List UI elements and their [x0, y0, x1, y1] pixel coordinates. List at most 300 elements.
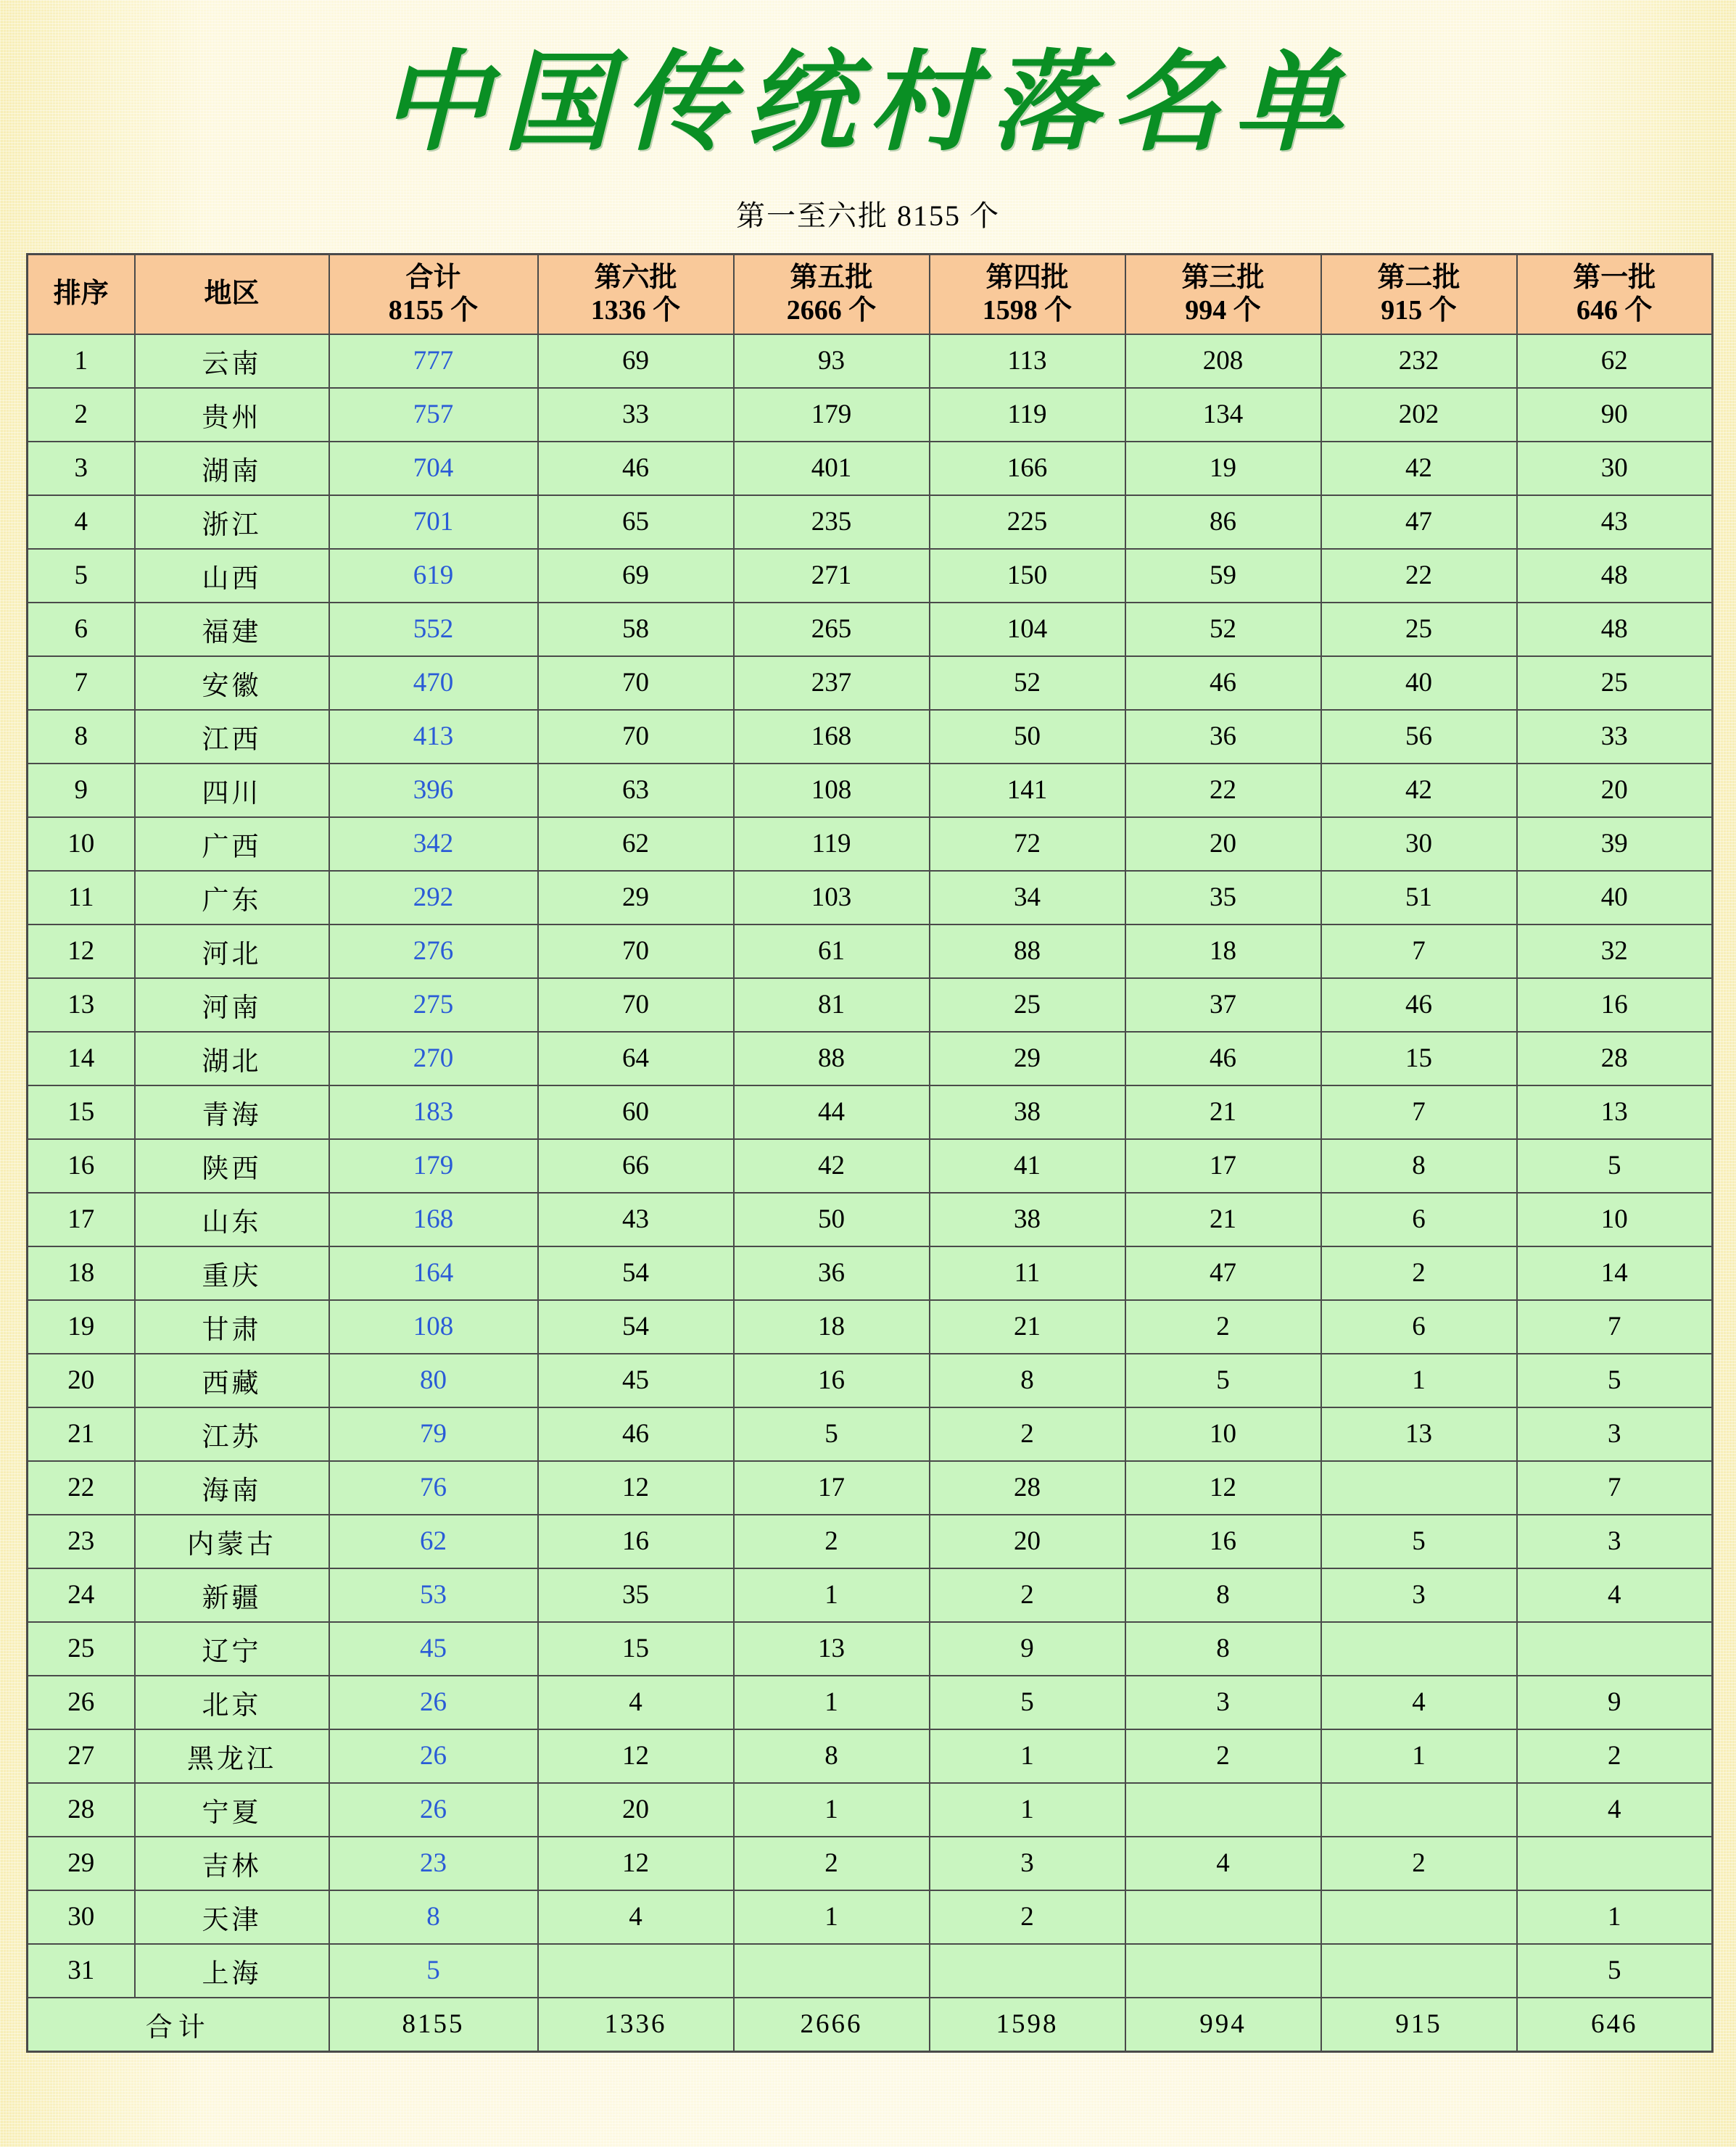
cell-batch3: 2 [1125, 1729, 1321, 1783]
cell-batch3: 8 [1125, 1568, 1321, 1622]
cell-batch2: 7 [1321, 924, 1517, 978]
column-header-batch2-line2: 915 个 [1381, 294, 1457, 326]
cell-batch6: 54 [538, 1300, 734, 1354]
cell-batch6: 12 [538, 1461, 734, 1515]
cell-batch3 [1125, 1944, 1321, 1998]
cell-total: 26 [329, 1729, 538, 1783]
cell-region: 北京 [135, 1676, 329, 1729]
cell-batch1: 30 [1517, 442, 1713, 495]
cell-batch2: 51 [1321, 871, 1517, 924]
cell-total: 276 [329, 924, 538, 978]
cell-batch6: 70 [538, 710, 734, 764]
table-row [28, 1193, 1713, 1246]
cell-rank: 11 [28, 871, 135, 924]
cell-batch2: 22 [1321, 549, 1517, 603]
cell-total: 470 [329, 656, 538, 710]
cell-batch4: 38 [930, 1193, 1125, 1246]
cell-batch6: 60 [538, 1085, 734, 1139]
cell-batch3 [1125, 1890, 1321, 1944]
cell-batch6: 63 [538, 764, 734, 817]
cell-batch4: 141 [930, 764, 1125, 817]
cell-batch1: 90 [1517, 388, 1713, 442]
cell-batch5: 1 [734, 1676, 930, 1729]
cell-region: 宁夏 [135, 1783, 329, 1837]
cell-rank: 8 [28, 710, 135, 764]
column-header-batch1-line2: 646 个 [1576, 294, 1653, 326]
cell-total: 26 [329, 1676, 538, 1729]
column-header-rank-line1: 排序 [53, 278, 109, 310]
cell-batch2 [1321, 1783, 1517, 1837]
cell-batch5: 103 [734, 871, 930, 924]
column-header-total [329, 254, 538, 334]
cell-batch5: 81 [734, 978, 930, 1032]
cell-batch4: 72 [930, 817, 1125, 871]
page-subtitle: 第一至六批 8155 个 [736, 199, 1000, 232]
cell-region: 河南 [135, 978, 329, 1032]
cell-batch3: 17 [1125, 1139, 1321, 1193]
cell-total: 701 [329, 495, 538, 549]
cell-batch5: 119 [734, 817, 930, 871]
cell-batch5: 1 [734, 1568, 930, 1622]
cell-batch3: 12 [1125, 1461, 1321, 1515]
table-row [28, 495, 1713, 549]
cell-total: 23 [329, 1837, 538, 1890]
table-row [28, 1944, 1713, 1998]
cell-batch5: 61 [734, 924, 930, 978]
cell-batch3: 59 [1125, 549, 1321, 603]
table-row [28, 442, 1713, 495]
cell-total: 76 [329, 1461, 538, 1515]
cell-batch2: 47 [1321, 495, 1517, 549]
cell-region: 重庆 [135, 1246, 329, 1300]
cell-batch3: 46 [1125, 1032, 1321, 1085]
footer-label: 合计 [28, 1998, 329, 2052]
cell-batch2: 40 [1321, 656, 1517, 710]
cell-region: 广西 [135, 817, 329, 871]
footer-batch6: 1336 [538, 1998, 734, 2052]
table-body [28, 334, 1713, 1998]
footer-batch4: 1598 [930, 1998, 1125, 2052]
cell-batch1: 16 [1517, 978, 1713, 1032]
cell-batch4: 34 [930, 871, 1125, 924]
cell-batch4: 113 [930, 334, 1125, 388]
column-header-batch6-line1: 第六批 [594, 262, 677, 293]
column-header-batch3-line1: 第三批 [1181, 262, 1265, 293]
cell-batch6: 20 [538, 1783, 734, 1837]
cell-batch4: 5 [930, 1676, 1125, 1729]
table-footer-row [28, 1998, 1713, 2052]
cell-batch6: 70 [538, 924, 734, 978]
cell-batch6: 64 [538, 1032, 734, 1085]
cell-batch3: 4 [1125, 1837, 1321, 1890]
cell-region: 西藏 [135, 1354, 329, 1407]
cell-batch6: 66 [538, 1139, 734, 1193]
cell-batch6: 69 [538, 549, 734, 603]
cell-rank: 7 [28, 656, 135, 710]
table-row [28, 549, 1713, 603]
cell-batch5: 1 [734, 1890, 930, 1944]
cell-batch1: 4 [1517, 1568, 1713, 1622]
cell-batch2: 232 [1321, 334, 1517, 388]
column-header-batch4-line2: 1598 个 [982, 294, 1072, 326]
cell-total: 777 [329, 334, 538, 388]
cell-batch4: 1 [930, 1729, 1125, 1783]
cell-region: 吉林 [135, 1837, 329, 1890]
column-header-batch6-line2: 1336 个 [590, 294, 681, 326]
cell-batch5: 401 [734, 442, 930, 495]
cell-rank: 23 [28, 1515, 135, 1568]
cell-batch5: 265 [734, 603, 930, 656]
cell-batch1: 32 [1517, 924, 1713, 978]
cell-rank: 27 [28, 1729, 135, 1783]
cell-batch1 [1517, 1837, 1713, 1890]
cell-batch6: 70 [538, 656, 734, 710]
cell-batch3: 36 [1125, 710, 1321, 764]
cell-batch4: 1 [930, 1783, 1125, 1837]
cell-total: 179 [329, 1139, 538, 1193]
footer-batch1: 646 [1517, 1998, 1713, 2052]
column-header-batch5 [734, 254, 930, 334]
cell-rank: 6 [28, 603, 135, 656]
cell-batch5: 1 [734, 1783, 930, 1837]
cell-batch3: 46 [1125, 656, 1321, 710]
cell-batch2: 1 [1321, 1729, 1517, 1783]
cell-batch1: 1 [1517, 1890, 1713, 1944]
cell-batch6: 29 [538, 871, 734, 924]
cell-rank: 18 [28, 1246, 135, 1300]
cell-region: 黑龙江 [135, 1729, 329, 1783]
table-row [28, 924, 1713, 978]
cell-batch1: 13 [1517, 1085, 1713, 1139]
table-row [28, 710, 1713, 764]
cell-batch1: 5 [1517, 1139, 1713, 1193]
cell-batch2: 46 [1321, 978, 1517, 1032]
cell-batch2: 8 [1321, 1139, 1517, 1193]
cell-batch3: 5 [1125, 1354, 1321, 1407]
column-header-batch5-line2: 2666 个 [786, 294, 877, 326]
cell-batch5: 44 [734, 1085, 930, 1139]
cell-batch5: 16 [734, 1354, 930, 1407]
cell-batch2 [1321, 1890, 1517, 1944]
cell-batch2: 15 [1321, 1032, 1517, 1085]
cell-rank: 29 [28, 1837, 135, 1890]
cell-rank: 14 [28, 1032, 135, 1085]
column-header-batch3 [1125, 254, 1321, 334]
cell-batch4: 2 [930, 1568, 1125, 1622]
cell-batch2 [1321, 1622, 1517, 1676]
cell-batch3: 21 [1125, 1085, 1321, 1139]
column-header-batch2-line1: 第二批 [1377, 262, 1460, 293]
cell-batch3: 208 [1125, 334, 1321, 388]
cell-batch3: 10 [1125, 1407, 1321, 1461]
cell-batch1: 48 [1517, 603, 1713, 656]
cell-rank: 10 [28, 817, 135, 871]
table-header-row [28, 254, 1713, 334]
cell-batch3: 19 [1125, 442, 1321, 495]
table-row [28, 656, 1713, 710]
cell-batch1: 33 [1517, 710, 1713, 764]
cell-batch6: 12 [538, 1729, 734, 1783]
cell-rank: 4 [28, 495, 135, 549]
cell-batch6: 4 [538, 1676, 734, 1729]
cell-region: 贵州 [135, 388, 329, 442]
cell-batch2 [1321, 1461, 1517, 1515]
cell-batch2: 30 [1321, 817, 1517, 871]
cell-total: 704 [329, 442, 538, 495]
cell-region: 天津 [135, 1890, 329, 1944]
cell-total: 619 [329, 549, 538, 603]
cell-batch4: 38 [930, 1085, 1125, 1139]
table-row [28, 1729, 1713, 1783]
cell-batch5: 50 [734, 1193, 930, 1246]
cell-batch5: 88 [734, 1032, 930, 1085]
cell-batch2: 42 [1321, 442, 1517, 495]
cell-region: 浙江 [135, 495, 329, 549]
cell-rank: 22 [28, 1461, 135, 1515]
cell-batch5: 93 [734, 334, 930, 388]
column-header-batch3-line2: 994 个 [1185, 294, 1261, 326]
cell-batch1: 9 [1517, 1676, 1713, 1729]
table-row [28, 1837, 1713, 1890]
cell-batch1: 62 [1517, 334, 1713, 388]
cell-rank: 5 [28, 549, 135, 603]
cell-rank: 20 [28, 1354, 135, 1407]
cell-total: 108 [329, 1300, 538, 1354]
cell-batch1 [1517, 1622, 1713, 1676]
cell-batch2: 6 [1321, 1300, 1517, 1354]
cell-batch6 [538, 1944, 734, 1998]
cell-batch1: 3 [1517, 1515, 1713, 1568]
cell-batch6: 43 [538, 1193, 734, 1246]
cell-total: 757 [329, 388, 538, 442]
column-header-batch6 [538, 254, 734, 334]
column-header-total-line1: 合计 [405, 262, 461, 293]
cell-total: 396 [329, 764, 538, 817]
cell-batch4: 41 [930, 1139, 1125, 1193]
cell-batch1: 7 [1517, 1300, 1713, 1354]
cell-batch1: 2 [1517, 1729, 1713, 1783]
cell-total: 292 [329, 871, 538, 924]
cell-region: 内蒙古 [135, 1515, 329, 1568]
cell-batch2: 1 [1321, 1354, 1517, 1407]
table-row [28, 1032, 1713, 1085]
cell-batch3 [1125, 1783, 1321, 1837]
cell-batch6: 62 [538, 817, 734, 871]
table-header [28, 254, 1713, 334]
column-header-batch1 [1517, 254, 1713, 334]
cell-batch5: 5 [734, 1407, 930, 1461]
cell-region: 江苏 [135, 1407, 329, 1461]
table-row [28, 1139, 1713, 1193]
cell-region: 湖北 [135, 1032, 329, 1085]
cell-batch5: 2 [734, 1837, 930, 1890]
cell-batch4: 166 [930, 442, 1125, 495]
cell-batch4: 2 [930, 1890, 1125, 1944]
column-header-rank [28, 254, 135, 334]
cell-rank: 31 [28, 1944, 135, 1998]
cell-batch2: 2 [1321, 1246, 1517, 1300]
cell-batch4: 104 [930, 603, 1125, 656]
cell-batch4: 9 [930, 1622, 1125, 1676]
cell-batch6: 45 [538, 1354, 734, 1407]
cell-rank: 25 [28, 1622, 135, 1676]
cell-rank: 12 [28, 924, 135, 978]
cell-batch6: 46 [538, 1407, 734, 1461]
cell-batch3: 8 [1125, 1622, 1321, 1676]
cell-batch6: 35 [538, 1568, 734, 1622]
cell-rank: 15 [28, 1085, 135, 1139]
cell-batch6: 33 [538, 388, 734, 442]
cell-rank: 26 [28, 1676, 135, 1729]
cell-batch1: 43 [1517, 495, 1713, 549]
cell-batch5: 235 [734, 495, 930, 549]
cell-batch4: 52 [930, 656, 1125, 710]
cell-total: 53 [329, 1568, 538, 1622]
cell-rank: 21 [28, 1407, 135, 1461]
table-row [28, 764, 1713, 817]
cell-batch3: 3 [1125, 1676, 1321, 1729]
cell-batch5: 168 [734, 710, 930, 764]
cell-batch3: 16 [1125, 1515, 1321, 1568]
footer-batch3: 994 [1125, 1998, 1321, 2052]
cell-region: 山西 [135, 549, 329, 603]
cell-total: 62 [329, 1515, 538, 1568]
cell-batch4: 21 [930, 1300, 1125, 1354]
cell-total: 26 [329, 1783, 538, 1837]
cell-batch4: 28 [930, 1461, 1125, 1515]
column-header-batch2 [1321, 254, 1517, 334]
cell-batch1: 5 [1517, 1354, 1713, 1407]
table-row [28, 1783, 1713, 1837]
table-row [28, 1354, 1713, 1407]
cell-region: 广东 [135, 871, 329, 924]
cell-region: 陕西 [135, 1139, 329, 1193]
column-header-region-line1: 地区 [204, 278, 260, 310]
cell-total: 270 [329, 1032, 538, 1085]
cell-batch2: 202 [1321, 388, 1517, 442]
cell-batch3: 37 [1125, 978, 1321, 1032]
table-row [28, 871, 1713, 924]
cell-batch6: 4 [538, 1890, 734, 1944]
table-row [28, 1300, 1713, 1354]
table-row [28, 1085, 1713, 1139]
cell-total: 342 [329, 817, 538, 871]
cell-batch3: 22 [1125, 764, 1321, 817]
cell-batch3: 86 [1125, 495, 1321, 549]
cell-batch1: 14 [1517, 1246, 1713, 1300]
column-header-batch1-line1: 第一批 [1573, 262, 1656, 293]
cell-batch2: 13 [1321, 1407, 1517, 1461]
cell-batch3: 18 [1125, 924, 1321, 978]
cell-total: 183 [329, 1085, 538, 1139]
cell-batch5: 2 [734, 1515, 930, 1568]
cell-batch3: 21 [1125, 1193, 1321, 1246]
cell-rank: 19 [28, 1300, 135, 1354]
cell-batch1: 28 [1517, 1032, 1713, 1085]
page-title: 中国传统村落名单 [380, 44, 1355, 164]
cell-batch4: 150 [930, 549, 1125, 603]
cell-rank: 24 [28, 1568, 135, 1622]
cell-batch6: 70 [538, 978, 734, 1032]
cell-batch5: 17 [734, 1461, 930, 1515]
cell-batch1: 3 [1517, 1407, 1713, 1461]
footer-batch5: 2666 [734, 1998, 930, 2052]
cell-region: 四川 [135, 764, 329, 817]
table-row [28, 817, 1713, 871]
cell-batch5: 36 [734, 1246, 930, 1300]
cell-batch4: 88 [930, 924, 1125, 978]
cell-batch6: 54 [538, 1246, 734, 1300]
cell-batch5: 42 [734, 1139, 930, 1193]
cell-batch5 [734, 1944, 930, 1998]
cell-batch2: 5 [1321, 1515, 1517, 1568]
cell-region: 上海 [135, 1944, 329, 1998]
cell-region: 安徽 [135, 656, 329, 710]
cell-batch3: 20 [1125, 817, 1321, 871]
cell-region: 青海 [135, 1085, 329, 1139]
table-footer [28, 1998, 1713, 2052]
traditional-villages-table [26, 253, 1714, 2053]
cell-batch1: 48 [1517, 549, 1713, 603]
cell-total: 5 [329, 1944, 538, 1998]
cell-batch6: 58 [538, 603, 734, 656]
cell-batch5: 108 [734, 764, 930, 817]
cell-region: 山东 [135, 1193, 329, 1246]
cell-batch4: 8 [930, 1354, 1125, 1407]
table-row [28, 1676, 1713, 1729]
cell-rank: 2 [28, 388, 135, 442]
cell-batch6: 69 [538, 334, 734, 388]
cell-batch5: 8 [734, 1729, 930, 1783]
table-container [0, 253, 1736, 2053]
cell-batch4: 3 [930, 1837, 1125, 1890]
cell-batch6: 15 [538, 1622, 734, 1676]
cell-batch1: 20 [1517, 764, 1713, 817]
cell-total: 413 [329, 710, 538, 764]
cell-region: 新疆 [135, 1568, 329, 1622]
cell-region: 甘肃 [135, 1300, 329, 1354]
cell-batch3: 47 [1125, 1246, 1321, 1300]
cell-batch3: 2 [1125, 1300, 1321, 1354]
table-row [28, 603, 1713, 656]
cell-batch5: 18 [734, 1300, 930, 1354]
cell-batch1: 10 [1517, 1193, 1713, 1246]
cell-batch4: 29 [930, 1032, 1125, 1085]
cell-batch4: 50 [930, 710, 1125, 764]
cell-batch4: 20 [930, 1515, 1125, 1568]
cell-batch1: 7 [1517, 1461, 1713, 1515]
cell-batch3: 35 [1125, 871, 1321, 924]
column-header-batch4-line1: 第四批 [985, 262, 1069, 293]
cell-batch4: 2 [930, 1407, 1125, 1461]
table-row [28, 1461, 1713, 1515]
table-row [28, 1407, 1713, 1461]
cell-region: 河北 [135, 924, 329, 978]
cell-batch1: 5 [1517, 1944, 1713, 1998]
cell-batch2: 25 [1321, 603, 1517, 656]
cell-total: 80 [329, 1354, 538, 1407]
column-header-total-line2: 8155 个 [388, 294, 479, 326]
cell-rank: 16 [28, 1139, 135, 1193]
footer-batch2: 915 [1321, 1998, 1517, 2052]
cell-region: 云南 [135, 334, 329, 388]
cell-batch5: 13 [734, 1622, 930, 1676]
cell-batch6: 12 [538, 1837, 734, 1890]
cell-batch6: 16 [538, 1515, 734, 1568]
cell-total: 552 [329, 603, 538, 656]
cell-batch2: 7 [1321, 1085, 1517, 1139]
cell-rank: 28 [28, 1783, 135, 1837]
